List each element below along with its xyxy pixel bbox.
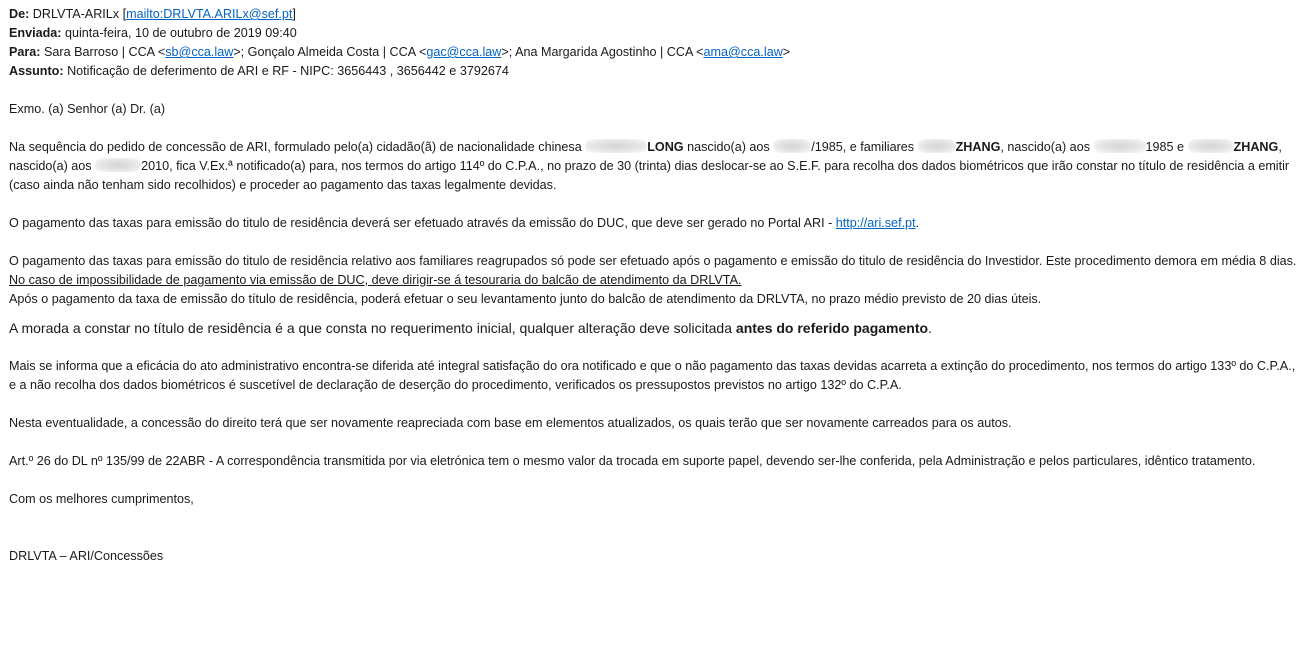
paragraph-payment: O pagamento das taxas para emissão do titulo de residência deverá ser efetuado através da emissão do DUC, que deve ser gerado no Portal ARI - http://ari.sef.pt. bbox=[9, 216, 920, 230]
greeting: Exmo. (a) Senhor (a) Dr. (a) bbox=[9, 102, 166, 116]
redacted-name-2 bbox=[918, 139, 956, 153]
paragraph-reappraisal: Nesta eventualidade, a concessão do direito terá que ser novamente reapreciada com base em elementos atualizados, os quais terão que ser novamente carreados para os autos. bbox=[9, 416, 1012, 430]
from-label: De: bbox=[9, 7, 30, 21]
paragraph-pickup: Após o pagamento da taxa de emissão do título de residência, poderá efetuar o seu levantamento junto do balcão de atendimento da DRLVTA, no prazo médio previsto de 20 dias úteis. bbox=[9, 292, 1042, 306]
paragraph-effectiveness: Mais se informa que a eficácia do ato administrativo encontra-se diferida até integral satisfação do ora notificado e que o não pagamento das taxas devidas acarreta a extinção do procedimento, nos termos do artigo 133º do C.P.A., e a não recolha dos dados biométricos é suscetível de declaração de deserção do procedimento, verificados os pressupostos previstos no artigo 132º do C.P.A. bbox=[9, 359, 1296, 392]
from-name: DRLVTA-ARILx bbox=[32, 7, 120, 21]
address-emphasis: antes do referido pagamento bbox=[735, 320, 929, 336]
closing: Com os melhores cumprimentos, bbox=[9, 492, 194, 506]
name-2: ZHANG bbox=[955, 140, 1001, 154]
paragraph-request: Na sequência do pedido de concessão de ARI, formulado pelo(a) cidadão(ã) de nacionalidade chinesa LONG nascido(a) aos /1985, e familiares ZHANG, nascido(a) aos 1985 e ZHANG, nascido(a) aos 2010, fica V.Ex.ª notificado(a) para, nos termos do artigo 114º do C.P.A., no prazo de 30 (trinta) dias deslocar-se ao S.E.F. para recolha dos dados biométricos que irão constar no título de residência a emitir (caso ainda não tenham sido recolhidos) e proceder ao pagamento das taxas legalmente devidas. bbox=[9, 140, 1290, 192]
paragraph-family-payment: O pagamento das taxas para emissão do titulo de residência relativo aos familiares reagrupados só pode ser efetuado após o pagamento e emissão do titulo de residência do Investidor. Este procedimento demora em média 8 dias. bbox=[9, 254, 1297, 268]
paragraph-duc-alternative: No caso de impossibilidade de pagamento via emissão de DUC, deve dirigir-se á tesouraria do balcão de atendimento da DRLVTA. bbox=[9, 273, 742, 287]
from-mailto-link[interactable]: mailto:DRLVTA.ARILx@sef.pt bbox=[126, 7, 293, 21]
to-email-3[interactable]: ama@cca.law bbox=[703, 45, 783, 59]
sent-label: Enviada: bbox=[9, 26, 62, 40]
redacted-date-2 bbox=[1094, 139, 1146, 153]
to-recipient-1: Sara Barroso | CCA < bbox=[44, 45, 166, 59]
paragraph-address: A morada a constar no título de residência é a que consta no requerimento inicial, qualquer alteração deve solicitada antes do referido pagamento. bbox=[9, 320, 932, 336]
header-to bbox=[9, 43, 1300, 62]
redacted-date-1 bbox=[773, 139, 811, 153]
subject-label: Assunto: bbox=[9, 64, 64, 78]
name-3: ZHANG bbox=[1233, 140, 1279, 154]
redacted-name-1 bbox=[585, 139, 647, 153]
to-recipient-3: >; Ana Margarida Agostinho | CCA < bbox=[501, 45, 704, 59]
to-email-1[interactable]: sb@cca.law bbox=[165, 45, 234, 59]
header-subject bbox=[9, 62, 1300, 81]
to-recipient-2: >; Gonçalo Almeida Costa | CCA < bbox=[233, 45, 427, 59]
subject-value: Notificação de deferimento de ARI e RF - NIPC: 3656443 , 3656442 e 3792674 bbox=[67, 64, 509, 78]
signature: DRLVTA – ARI/Concessões bbox=[9, 549, 164, 563]
to-label: Para: bbox=[9, 45, 41, 59]
portal-ari-link[interactable]: http://ari.sef.pt bbox=[835, 216, 916, 230]
name-1: LONG bbox=[647, 140, 684, 154]
to-email-2[interactable]: gac@cca.law bbox=[426, 45, 502, 59]
sent-value: quinta-feira, 10 de outubro de 2019 09:40 bbox=[65, 26, 297, 40]
paragraph-legal: Art.º 26 do DL nº 135/99 de 22ABR - A correspondência transmitida por via eletrónica tem o mesmo valor da trocada em suporte papel, devendo ser-lhe conferida, pela Administração e pelos particulares, idêntico tratamento. bbox=[9, 454, 1256, 468]
to-end: > bbox=[782, 45, 791, 59]
redacted-date-3 bbox=[95, 158, 141, 172]
header-from: De: DRLVTA-ARILx [mailto:DRLVTA.ARILx@sef.pt] bbox=[9, 7, 296, 21]
header-sent bbox=[9, 24, 1300, 43]
redacted-name-3 bbox=[1188, 139, 1234, 153]
